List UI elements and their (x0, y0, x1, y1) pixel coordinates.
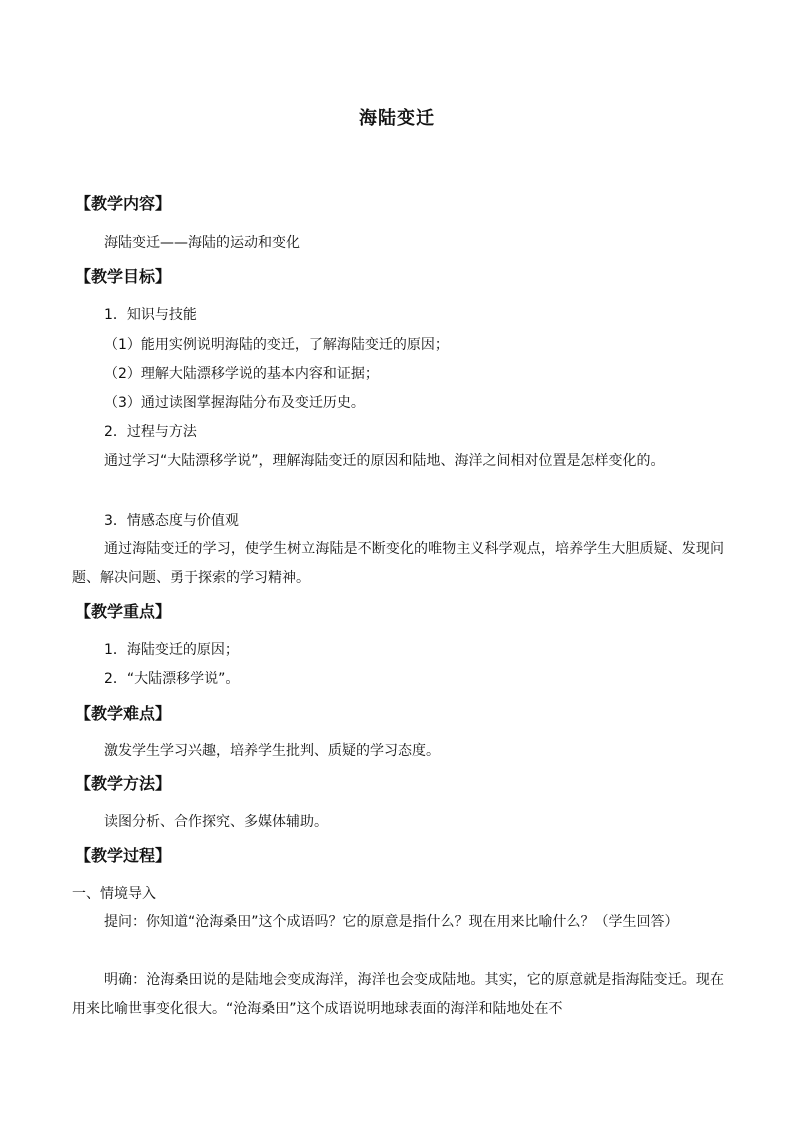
section-heading-key-points: 【教学重点】 (75, 602, 172, 621)
section-heading-method: 【教学方法】 (75, 774, 172, 793)
goal-1-item-3: （3）通过读图掌握海陆分布及变迁历史。 (104, 395, 365, 411)
section-heading-process: 【教学过程】 (75, 846, 172, 865)
goal-1-item-2: （2）理解大陆漂移学说的基本内容和证据； (104, 366, 379, 382)
page-title: 海陆变迁 (359, 108, 435, 129)
key-point-1: 1．海陆变迁的原因； (104, 642, 239, 658)
section-heading-difficulty: 【教学难点】 (75, 704, 172, 723)
goal-1-item-1: （1）能用实例说明海陆的变迁，了解海陆变迁的原因； (104, 337, 449, 353)
section-heading-content: 【教学内容】 (75, 194, 172, 213)
goal-3-paragraph: 通过海陆变迁的学习，使学生树立海陆是不断变化的唯物主义科学观点，培养学生大胆质疑、发现问题、解决问题、勇于探索的学习精神。 (72, 541, 724, 586)
goal-1-heading: 1．知识与技能 (104, 307, 197, 323)
content-text: 海陆变迁——海陆的运动和变化 (104, 235, 300, 251)
key-point-2: 2．“大陆漂移学说”。 (104, 671, 240, 687)
process-step-1: 一、情境导入 (72, 886, 156, 902)
process-question: 提问：你知道“沧海桑田”这个成语吗？它的原意是指什么？现在用来比喻什么？（学生回答） (104, 914, 679, 930)
difficulty-text: 激发学生学习兴趣，培养学生批判、质疑的学习态度。 (104, 743, 440, 759)
goal-3-heading: 3．情感态度与价值观 (104, 513, 239, 529)
section-heading-goals: 【教学目标】 (75, 267, 172, 286)
method-text: 读图分析、合作探究、多媒体辅助。 (104, 814, 328, 830)
goal-2-paragraph: 通过学习“大陆漂移学说”，理解海陆变迁的原因和陆地、海洋之间相对位置是怎样变化的。 (104, 453, 665, 469)
process-answer: 明确：沧海桑田说的是陆地会变成海洋，海洋也会变成陆地。其实，它的原意就是指海陆变迁。现在用来比喻世事变化很大。“沧海桑田”这个成语说明地球表面的海洋和陆地处在不 (72, 972, 724, 1017)
goal-2-heading: 2．过程与方法 (104, 424, 197, 440)
